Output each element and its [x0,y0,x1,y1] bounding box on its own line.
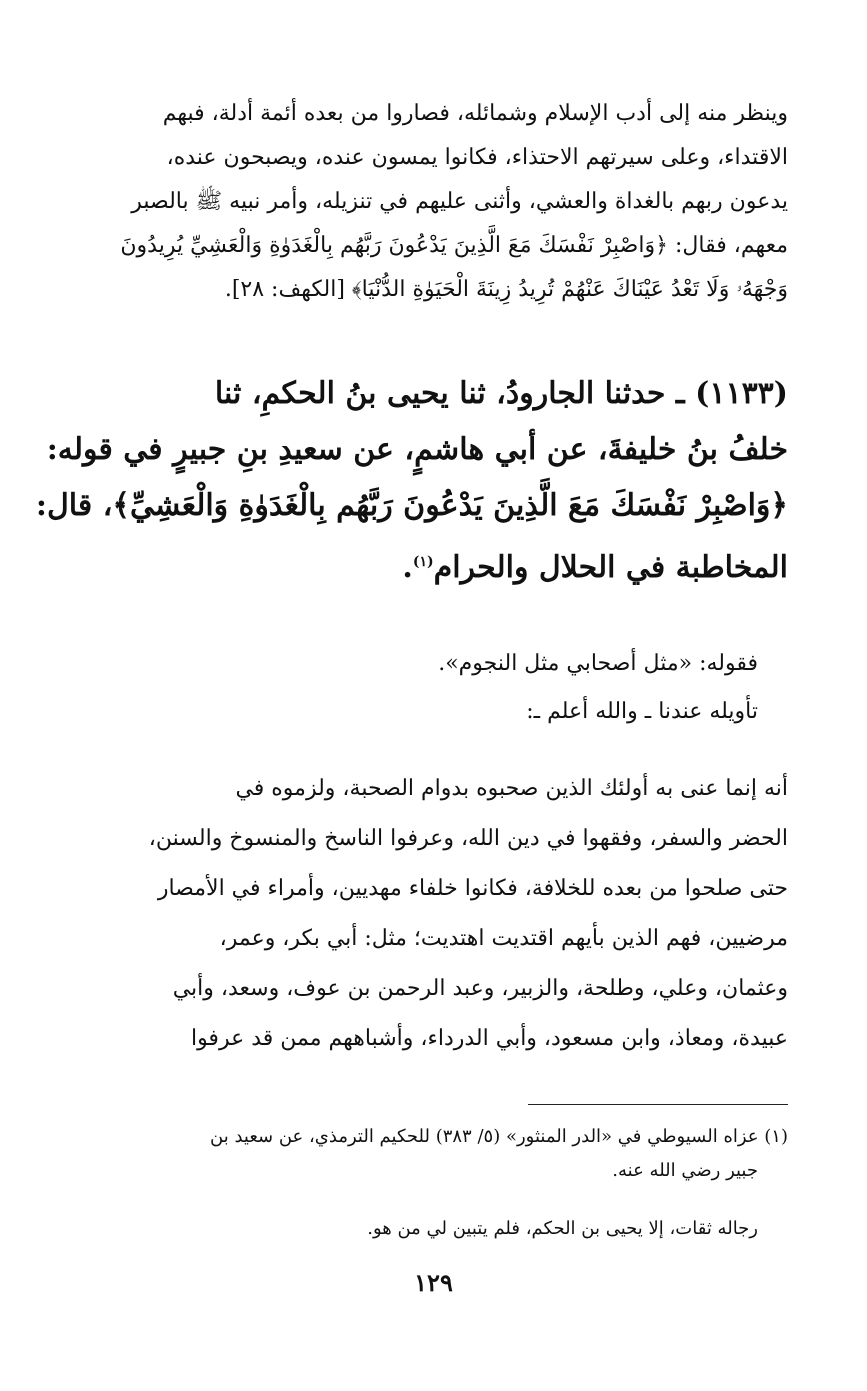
text-line: تأويله عندنا ـ والله أعلم ـ: [526,699,758,724]
text-line: فقوله: «مثل أصحابي مثل النجوم». [438,651,758,676]
text-line: يدعون ربهم بالغداة والعشي، وأثنى عليهم في تنزيله، وأمر نبيه ﷺ بالصبر [131,189,788,214]
text-line: حتى صلحوا من بعده للخلافة، فكانوا خلفاء مهديين، وأمراء في الأمصار [157,876,788,901]
text-line: مرضيين، فهم الذين بأيهم اقتديت اهتديت؛ مثل: أبي بكر، وعمر، [219,926,788,951]
hadith-line: (١١٣٣) ـ حدثنا الجارودُ، ثنا يحيى بنُ الحكمِ، ثنا [214,376,788,411]
text-line: الحضر والسفر، وفقهوا في دين الله، وعرفوا الناسخ والمنسوخ والسنن، [148,826,788,851]
footnote-1 [88,1120,788,1188]
footnote-separator [528,1104,788,1105]
page-number: ١٢٩ [414,1268,453,1297]
hadith-line [88,534,788,596]
text-line: أنه إنما عنى به أولئك الذين صحبوه بدوام الصحبة، ولزموه في [235,776,788,801]
paragraph-3 [88,640,788,736]
text-line: الاقتداء، وعلى سيرتهم الاحتذاء، فكانوا يمسون عنده، ويصبحون عنده، [166,145,788,170]
hadith-line: خلفُ بنُ خليفةَ، عن أبي هاشمٍ، عن سعيدِ بنِ جبيرٍ في قوله: [46,432,788,467]
footnote-line: رجاله ثقات، إلا يحيى بن الحكم، فلم يتبين لي من هو. [367,1218,758,1239]
quran-verse-line: وَجْهَهُۥ وَلَا تَعْدُ عَيْنَاكَ عَنْهُمْ تُرِيدُ زِينَةَ الْحَيَوٰةِ الدُّنْيَا﴾ [الكهف: ٢٨]. [224,277,788,302]
text-line: وينظر منه إلى أدب الإسلام وشمائله، فصاروا من بعده أئمة أدلة، فبهم [162,101,788,126]
hadith-paragraph [35,366,788,596]
quran-verse-line: معهم، فقال: ﴿وَاصْبِرْ نَفْسَكَ مَعَ الَّذِينَ يَدْعُونَ رَبَّهُم بِالْغَدَوٰةِ وَالْعَشِيِّ يُرِيدُونَ [120,233,788,258]
footnote-ref[interactable]: (١) [412,554,434,570]
paragraph-1 [88,92,788,312]
hadith-line-text: المخاطبة في الحلال والحرام [433,550,788,585]
footnote-line: جبير رضي الله عنه. [612,1160,758,1181]
line-end: . [402,550,413,585]
paragraph-4 [88,764,788,1064]
text-line: وعثمان، وعلي، وطلحة، والزبير، وعبد الرحمن بن عوف، وسعد، وأبي [172,976,788,1001]
text-line: عبيدة، ومعاذ، وابن مسعود، وأبي الدرداء، وأشباههم ممن قد عرفوا [190,1026,788,1051]
footnote-2 [88,1212,788,1246]
quran-verse-line: ﴿وَاصْبِرْ نَفْسَكَ مَعَ الَّذِينَ يَدْعُونَ رَبَّهُم بِالْغَدَوٰةِ وَالْعَشِيِّ﴾، قال: [35,488,788,523]
footnote-line: (١) عزاه السيوطي في «الدر المنثور» (٥/ ٣٨٣) للحكيم الترمذي، عن سعيد بن [210,1126,788,1147]
